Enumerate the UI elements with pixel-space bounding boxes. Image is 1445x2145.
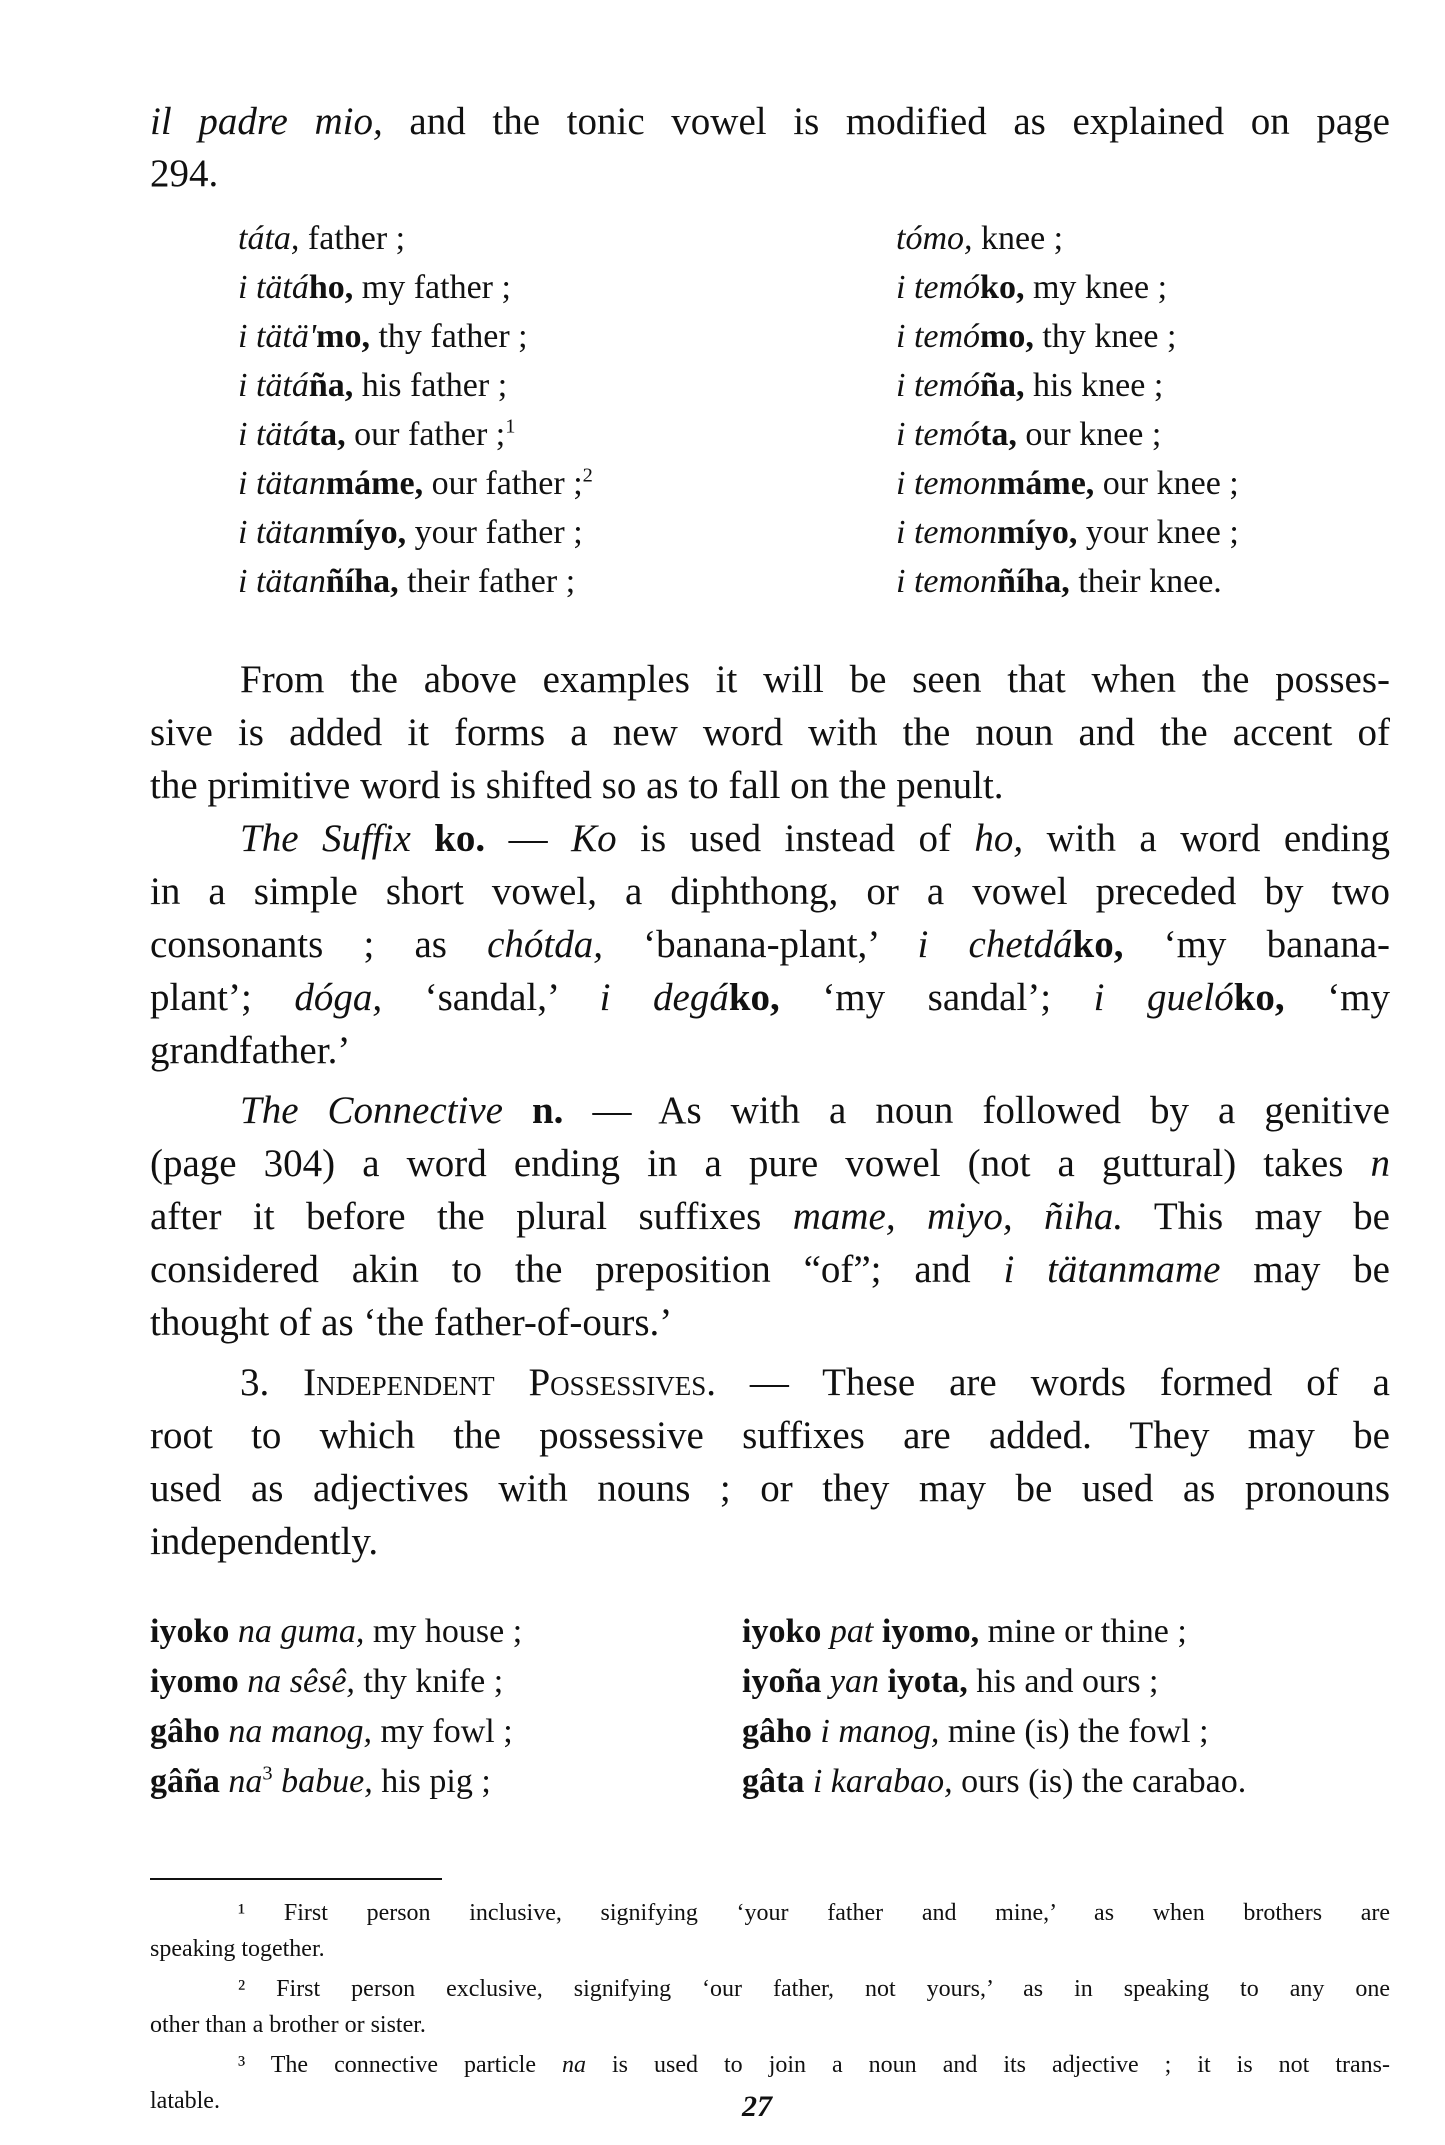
text-line: (page 304) a word ending in a pure vowel (not a guttural) takes n xyxy=(150,1142,1390,1185)
intro-line-1 xyxy=(150,98,1390,146)
father-row: i tätanñíha, their father ; xyxy=(238,563,576,600)
knee-row: i temóña, his knee ; xyxy=(896,367,1164,404)
example-row: gâho i manog, mine (is) the fowl ; xyxy=(742,1713,1209,1750)
father-row: i tätanmáme, our father ;$^2$ xyxy=(238,464,593,502)
footnote-1-cont: speaking together. xyxy=(150,1936,325,1962)
knee-row: tómo, knee ; xyxy=(896,220,1064,257)
text-line: after it before the plural suffixes mame, miyo, ñiha. This may be xyxy=(150,1195,1390,1238)
example-row: iyoña yan iyota, his and ours ; xyxy=(742,1663,1159,1700)
example-row: gâho na manog, my fowl ; xyxy=(150,1713,513,1750)
example-row: gâta i karabao, ours (is) the carabao. xyxy=(742,1763,1247,1800)
footnote-ref: 2 xyxy=(582,464,593,487)
father-row: i tätáta, our father ;$^1$ xyxy=(238,415,516,453)
footnote-2: ² First person exclusive, signifying ‘our father, not yours,’ as in speaking to any one xyxy=(238,1976,1390,2002)
example-row: iyoko na guma, my house ; xyxy=(150,1613,523,1650)
footnote-3-cont: latable. xyxy=(150,2088,220,2114)
text-line: grandfather.’ xyxy=(150,1029,351,1072)
text-line: sive is added it forms a new word with the noun and the accent of xyxy=(150,711,1390,754)
intro-text: and the tonic vowel is modified as explained on page xyxy=(382,100,1390,143)
knee-row: i temóta, our knee ; xyxy=(896,416,1162,453)
knee-row: i temonñíha, their knee. xyxy=(896,563,1222,600)
knee-row: i temóko, my knee ; xyxy=(896,269,1168,306)
section-heading: Independent Possessives. xyxy=(303,1361,716,1404)
footnote-divider xyxy=(150,1878,442,1880)
knee-row: i temonmíyo, your knee ; xyxy=(896,514,1239,551)
example-row: iyoko pat iyomo, mine or thine ; xyxy=(742,1613,1187,1650)
text-line: The Connective n. — As with a noun followed by a genitive xyxy=(240,1089,1390,1132)
text-line: 3. Independent Possessives. — These are words formed of a xyxy=(240,1361,1390,1404)
text-line: in a simple short vowel, a diphthong, or a vowel preceded by two xyxy=(150,870,1390,913)
footnote-2-cont: other than a brother or sister. xyxy=(150,2012,426,2038)
intro-italic: il padre mio, xyxy=(150,100,383,143)
text-line: The Suffix ko. — Ko is used instead of ho, with a word ending xyxy=(240,817,1390,860)
footnote-ref: 3 xyxy=(262,1762,273,1785)
example-row: gâña $na^3$ babue, his pig ; xyxy=(150,1762,491,1800)
father-row: i tätanmíyo, your father ; xyxy=(238,514,583,551)
father-row: i tätáña, his father ; xyxy=(238,367,508,404)
text-line: independently. xyxy=(150,1520,379,1563)
text-line: root to which the possessive suffixes are added. They may be xyxy=(150,1414,1390,1457)
example-row: iyomo na sêsê, thy knife ; xyxy=(150,1663,504,1700)
footnote-ref: 1 xyxy=(505,415,516,438)
text-line: plant’; dóga, ‘sandal,’ i degáko, ‘my sandal’; i guelóko, ‘my xyxy=(150,976,1391,1019)
text-line: the primitive word is shifted so as to fall on the penult. xyxy=(150,764,1004,807)
father-row: i tätáho, my father ; xyxy=(238,269,511,306)
father-row: táta, father ; xyxy=(238,220,406,257)
text-line: considered akin to the preposition “of”; and i tätanmame may be xyxy=(150,1248,1390,1291)
footnote-3: ³ The connective particle na is used to join a noun and its adjective ; it is not trans- xyxy=(238,2052,1390,2078)
page-number: 27 xyxy=(742,2090,772,2123)
knee-row: i temómo, thy knee ; xyxy=(896,318,1177,355)
text-line: thought of as ‘the father-of-ours.’ xyxy=(150,1301,673,1344)
intro-line-2: 294. xyxy=(150,152,219,195)
knee-row: i temonmáme, our knee ; xyxy=(896,465,1239,502)
text-line: From the above examples it will be seen that when the posses- xyxy=(240,658,1390,701)
text-line: used as adjectives with nouns ; or they may be used as pronouns xyxy=(150,1467,1390,1510)
father-row: i tätä'mo, thy father ; xyxy=(238,318,528,355)
text-line: consonants ; as chótda, ‘banana-plant,’ i chetdáko, ‘my banana- xyxy=(150,923,1390,966)
footnote-1: ¹ First person inclusive, signifying ‘your father and mine,’ as when brothers are xyxy=(238,1900,1390,1926)
section-heading: The Suffix xyxy=(240,817,411,860)
section-heading: The Connective xyxy=(240,1089,503,1132)
